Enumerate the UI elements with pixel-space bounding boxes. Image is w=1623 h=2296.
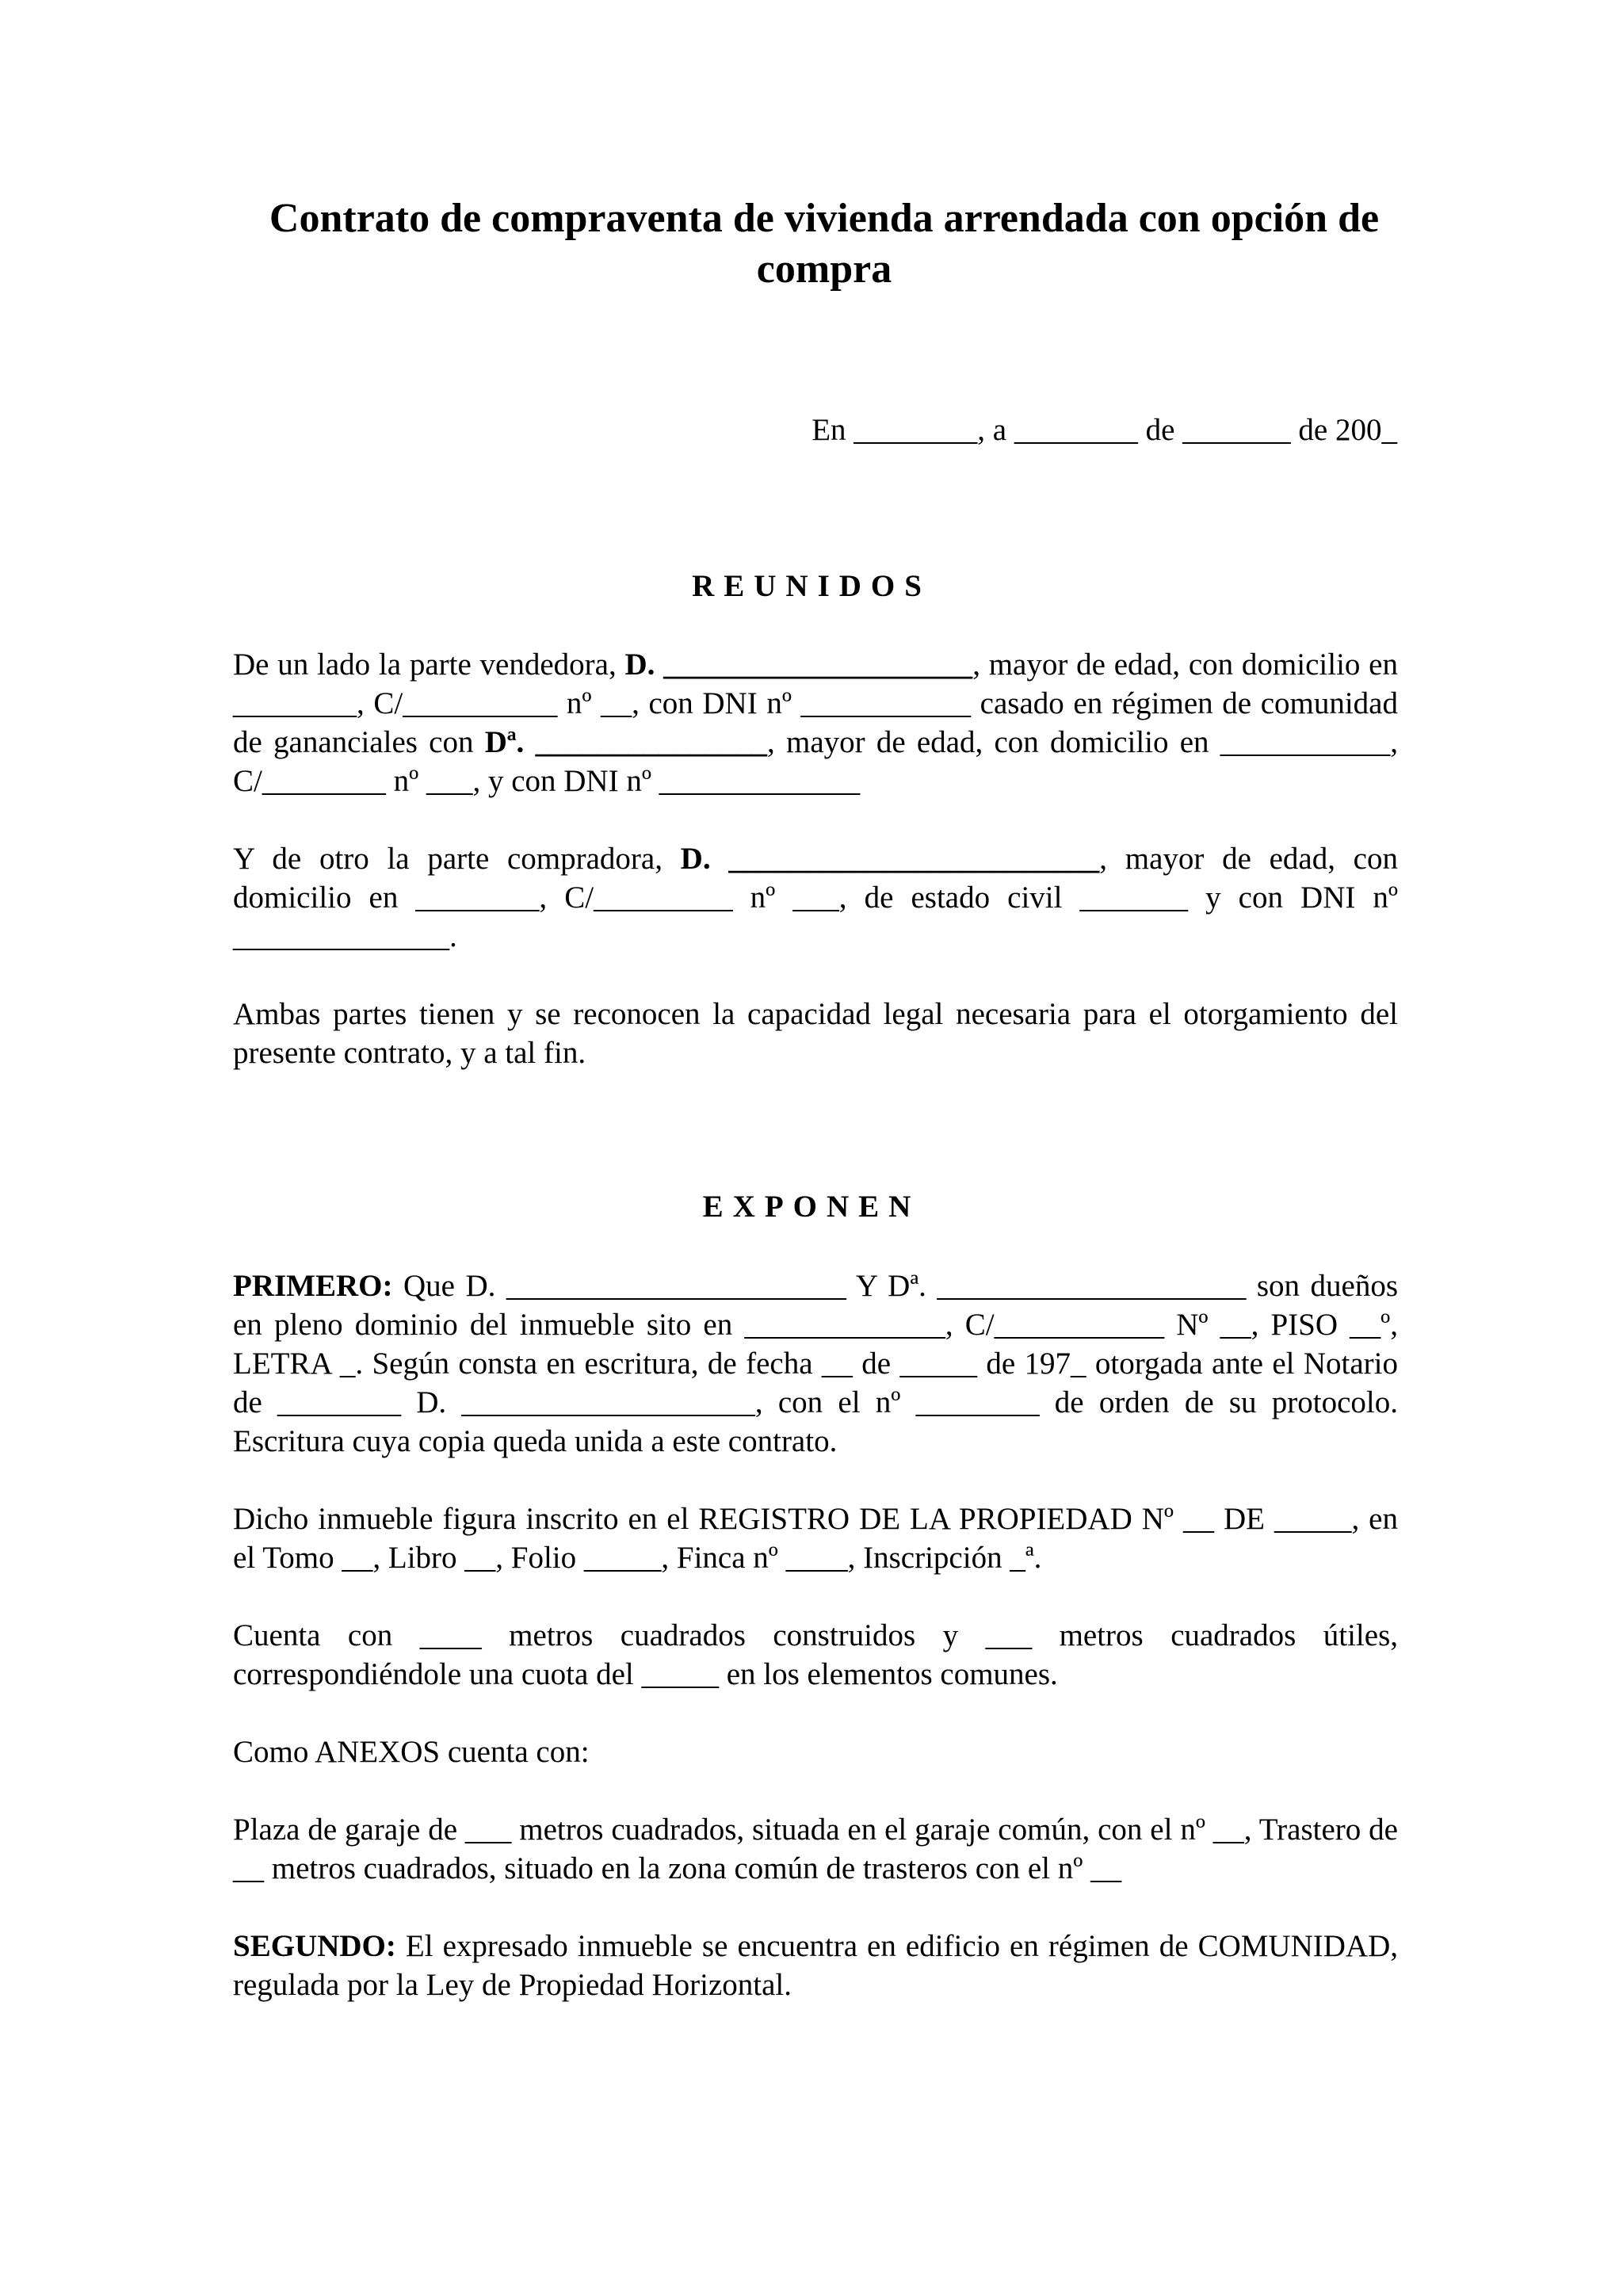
exponen-heading: EXPONEN xyxy=(702,1190,921,1224)
reunidos-heading: REUNIDOS xyxy=(692,569,931,603)
buyer-details: , mayor de edad, con domicilio en ________, C/_________ nº ___, de estado civil _______ y con DNI nº ______________. xyxy=(233,842,1398,953)
seller-lead: De un lado la parte vendedora, xyxy=(233,648,625,682)
spouse-details: , mayor de edad, con domicilio en ___________, C/________ nº ___, y con DNI nº _____________ xyxy=(233,725,1399,798)
date-line: En ________, a ________ de _______ de 200_ xyxy=(812,413,1397,447)
buyer-name-field: D. ________________________ xyxy=(680,842,1100,876)
area-paragraph: Cuenta con ____ metros cuadrados construidos y ___ metros cuadrados útiles, correspondiéndole una cuota del _____ en los elementos comunes. xyxy=(233,1618,1398,1691)
buyer-paragraph xyxy=(233,839,1398,956)
document-title: Contrato de compraventa de vivienda arrendada con opción de compra xyxy=(269,196,1380,292)
seller-details: , mayor de edad, con domicilio en ________, C/__________ nº __, con DNI nº ___________ casado en régimen de comunidad de gananciales con xyxy=(233,648,1398,759)
primero-paragraph xyxy=(233,1266,1398,1461)
registry-paragraph: Dicho inmueble figura inscrito en el REGISTRO DE LA PROPIEDAD Nº __ DE _____, en el Tomo __, Libro __, Folio _____, Finca nº ____, Inscripción _ª. xyxy=(233,1502,1398,1575)
primero-text: Que D. ______________________ Y Dª. ____________________ son dueños en pleno dominio del inmueble sito en _____________, C/___________ Nº __, PISO __º, LETRA _. Según consta en escritura, de fecha __ de _____ de 197_ otorgada ante el Notario de ________ D. ___________________, con el nº ________ de orden de su protocolo. Escritura cuya copia queda unida a este contrato. xyxy=(233,1269,1398,1458)
seller-paragraph xyxy=(233,645,1398,800)
buyer-lead: Y de otro la parte compradora, xyxy=(233,842,681,876)
segundo-text: El expresado inmueble se encuentra en edificio en régimen de COMUNIDAD, regulada por la Ley de Propiedad Horizontal. xyxy=(233,1929,1398,2002)
segundo-label: SEGUNDO: xyxy=(233,1929,396,1963)
spouse-name-field: Dª. _______________ xyxy=(484,725,768,759)
seller-name-field: D. ____________________ xyxy=(624,648,973,682)
annexes-paragraph: Como ANEXOS cuenta con: xyxy=(233,1735,590,1769)
garage-paragraph: Plaza de garaje de ___ metros cuadrados, situada en el garaje común, con el nº __, Trastero de __ metros cuadrados, situado en la zona común de trasteros con el nº __ xyxy=(233,1813,1398,1885)
segundo-paragraph xyxy=(233,1927,1398,2004)
capacity-paragraph: Ambas partes tienen y se reconocen la capacidad legal necesaria para el otorgamiento del presente contrato, y a tal fin. xyxy=(233,997,1398,1070)
primero-label: PRIMERO: xyxy=(233,1269,393,1303)
